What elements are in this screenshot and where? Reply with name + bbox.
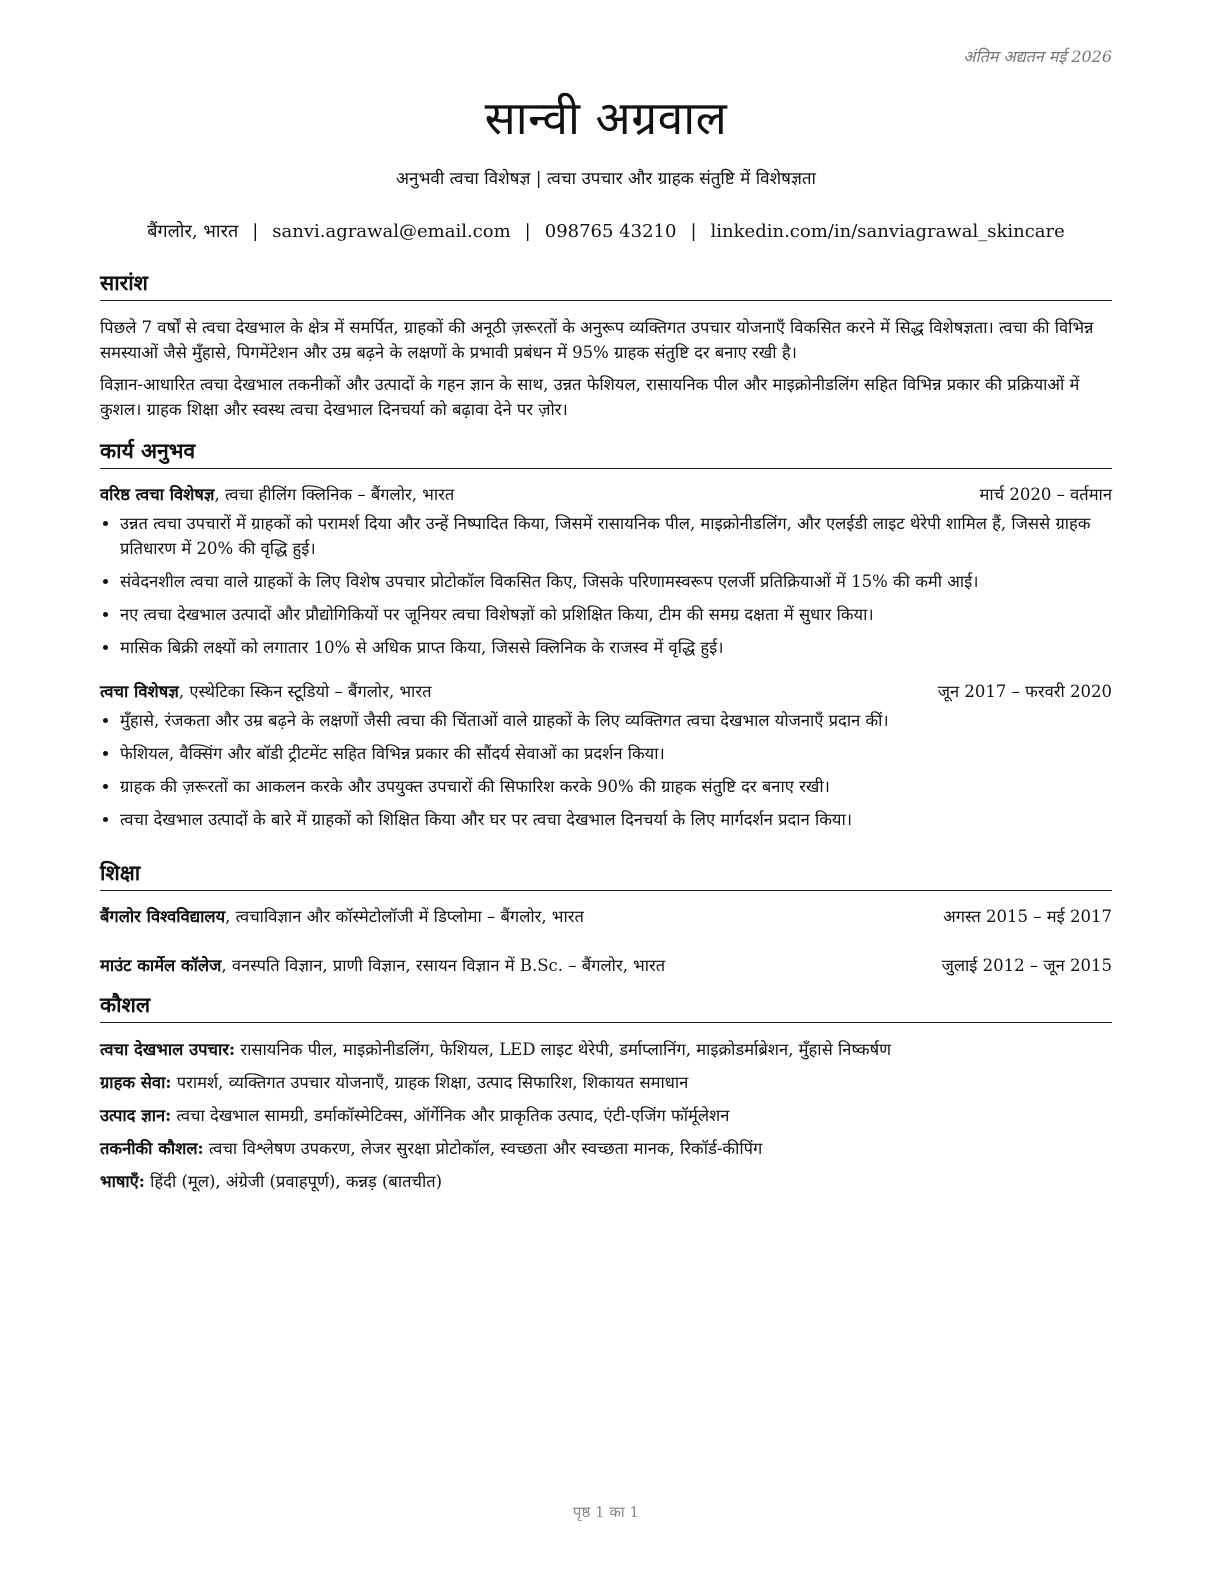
skill-label: तकनीकी कौशल: [100, 1139, 204, 1158]
job-bullets [100, 511, 1112, 660]
summary-section [100, 269, 1112, 422]
separator: | [252, 221, 259, 242]
section-title-education: शिक्षा [100, 859, 1112, 891]
education-title-line [100, 905, 584, 929]
skill-value: परामर्श, व्यक्तिगत उपचार योजनाएँ, ग्राहक शिक्षा, उत्पाद सिफारिश, शिकायत समाधान [171, 1073, 689, 1092]
job-bullet: • मासिक बिक्री लक्ष्यों को लगातार 10% से अधिक प्राप्त किया, जिससे क्लिनिक के राजस्व में वृद्धि हुई। [120, 635, 1112, 660]
job-entry [100, 483, 1112, 660]
education-entry [100, 905, 1112, 929]
job-bullet: • फेशियल, वैक्सिंग और बॉडी ट्रीटमेंट सहित विभिन्न प्रकार की सौंदर्य सेवाओं का प्रदर्शन किया। [120, 741, 1112, 766]
job-bullet: • उन्नत त्वचा उपचारों में ग्राहकों को परामर्श दिया और उन्हें निष्पादित किया, जिसमें रासायनिक पील, माइक्रोनीडलिंग, और एलईडी लाइट थेरेपी शामिल हैं, जिससे ग्राहक प्रतिधारण में 20% की वृद्धि हुई। [120, 511, 1112, 561]
skill-value: त्वचा विश्लेषण उपकरण, लेजर सुरक्षा प्रोटोकॉल, स्वच्छता और स्वच्छता मानक, रिकॉर्ड-कीपिंग [203, 1139, 763, 1158]
contact-line [100, 219, 1112, 243]
separator: | [524, 221, 531, 242]
summary-paragraph: विज्ञान-आधारित त्वचा देखभाल तकनीकों और उत्पादों के गहन ज्ञान के साथ, उन्नत फेशियल, रासायनिक पील और माइक्रोनीडलिंग सहित विभिन्न प्रकार की प्रक्रियाओं में कुशल। ग्राहक शिक्षा और स्वस्थ त्वचा देखभाल दिनचर्या को बढ़ावा देने पर ज़ोर। [100, 375, 1080, 419]
skill-value: हिंदी (मूल), अंग्रेजी (प्रवाहपूर्ण), कन्नड़ (बातचीत) [144, 1172, 443, 1191]
skill-value: त्वचा देखभाल सामग्री, डर्माकॉस्मेटिक्स, ऑर्गेनिक और प्राकृतिक उत्पाद, एंटी-एजिंग फॉर्मूलेशन [171, 1106, 730, 1125]
job-bullet: • ग्राहक की ज़रूरतों का आकलन करके और उपयुक्त उपचारों की सिफारिश करके 90% की ग्राहक संतुष्टि दर बनाए रखी। [120, 774, 1112, 799]
section-title-summary: सारांश [100, 269, 1112, 301]
location: बैंगलोर, भारत [147, 221, 239, 242]
email-link[interactable]: sanvi.agrawal@email.com [272, 221, 511, 242]
job-bullets [100, 708, 1112, 832]
last-updated: अंतिम अद्यतन मई 2026 [963, 47, 1112, 66]
education-entry [100, 954, 1112, 978]
job-bullet: • नए त्वचा देखभाल उत्पादों और प्रौद्योगिकियों पर जूनियर त्वचा विशेषज्ञों को प्रशिक्षित किया, टीम की समग्र दक्षता में सुधार किया। [120, 602, 1112, 627]
candidate-name: सान्वी अग्रवाल [484, 91, 728, 145]
job-role: वरिष्ठ त्वचा विशेषज्ञ [100, 485, 215, 504]
job-dates: मार्च 2020 – वर्तमान [979, 485, 1112, 504]
experience-section [100, 437, 1112, 840]
skill-label: त्वचा देखभाल उपचार: [100, 1040, 236, 1059]
skill-row [100, 1037, 1112, 1062]
skill-label: उत्पाद ज्ञान: [100, 1106, 172, 1125]
phone: 098765 43210 [544, 221, 677, 242]
job-header [100, 483, 1112, 507]
job-title-line [100, 483, 454, 507]
job-bullet: • मुँहासे, रंजकता और उम्र बढ़ने के लक्षणों जैसी त्वचा की चिंताओं वाले ग्राहकों के लिए व्यक्तिगत त्वचा देखभाल योजनाएँ प्रदान कीं। [120, 708, 1112, 733]
skill-label: भाषाएँ: [100, 1172, 145, 1191]
summary-paragraph: पिछले 7 वर्षों से त्वचा देखभाल के क्षेत्र में समर्पित, ग्राहकों की अनूठी ज़रूरतों के अनुरूप व्यक्तिगत उपचार योजनाएँ विकसित करने में सिद्ध विशेषज्ञता। त्वचा की विभिन्न समस्याओं जैसे मुँहासे, पिगमेंटेशन और उम्र बढ़ने के लक्षणों के प्रभावी प्रबंधन में 95% ग्राहक संतुष्टि दर बनाए रखी है। [100, 318, 1094, 362]
section-title-experience: कार्य अनुभव [100, 437, 1112, 469]
skills-section [100, 991, 1112, 1202]
education-dates: अगस्त 2015 – मई 2017 [943, 907, 1112, 926]
job-org: , एस्थेटिका स्किन स्टूडियो – बैंगलोर, भारत [178, 682, 432, 701]
job-role: त्वचा विशेषज्ञ [100, 682, 179, 701]
education-section [100, 859, 1112, 978]
resume-page [100, 0, 1112, 1584]
skills-list [100, 1037, 1112, 1194]
page-number: पृष्ठ 1 का 1 [572, 1503, 640, 1521]
education-school: बैंगलोर विश्वविद्यालय [100, 907, 226, 926]
job-header [100, 680, 1112, 704]
job-bullet: • संवेदनशील त्वचा वाले ग्राहकों के लिए विशेष उपचार प्रोटोकॉल विकसित किए, जिसके परिणामस्वरूप एलर्जी प्रतिक्रियाओं में 15% की कमी आई। [120, 569, 1112, 594]
education-title-line [100, 954, 665, 978]
skill-row [100, 1070, 1112, 1095]
skill-row [100, 1169, 1112, 1194]
job-bullet: • त्वचा देखभाल उत्पादों के बारे में ग्राहकों को शिक्षित किया और घर पर त्वचा देखभाल दिनचर्या के लिए मार्गदर्शन प्रदान किया। [120, 807, 1112, 832]
education-school: माउंट कार्मेल कॉलेज [100, 956, 222, 975]
separator: | [690, 221, 697, 242]
education-detail: , त्वचाविज्ञान और कॉस्मेटोलॉजी में डिप्लोमा – बैंगलोर, भारत [225, 907, 584, 926]
linkedin-link[interactable]: linkedin.com/in/sanviagrawal_skincare [710, 221, 1065, 242]
education-dates: जुलाई 2012 – जून 2015 [941, 956, 1112, 975]
job-dates: जून 2017 – फरवरी 2020 [937, 682, 1112, 701]
job-title-line [100, 680, 431, 704]
education-detail: , वनस्पति विज्ञान, प्राणी विज्ञान, रसायन विज्ञान में B.Sc. – बैंगलोर, भारत [221, 956, 666, 975]
skill-value: रासायनिक पील, माइक्रोनीडलिंग, फेशियल, LED लाइट थेरेपी, डर्माप्लानिंग, माइक्रोडर्माब्रेशन, मुँहासे निष्कर्षण [235, 1040, 892, 1059]
skill-row [100, 1103, 1112, 1128]
job-entry [100, 680, 1112, 832]
job-org: , त्वचा हीलिंग क्लिनिक – बैंगलोर, भारत [214, 485, 455, 504]
section-title-skills: कौशल [100, 991, 1112, 1023]
tagline: अनुभवी त्वचा विशेषज्ञ | त्वचा उपचार और ग्राहक संतुष्टि में विशेषज्ञता [396, 169, 816, 189]
skill-row [100, 1136, 1112, 1161]
skill-label: ग्राहक सेवा: [100, 1073, 172, 1092]
